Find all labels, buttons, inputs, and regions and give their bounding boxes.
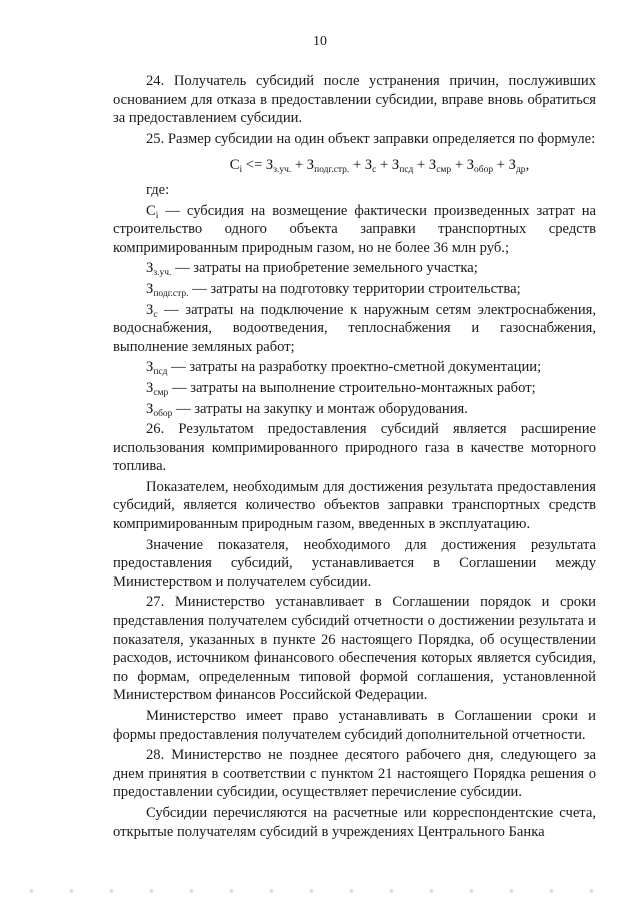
paragraph-26-value: Значение показателя, необходимого для достижения результата предоставления субсидий, устанавливается в Соглашении между Министерством и получателем субсидии. bbox=[113, 536, 596, 590]
def-symbol-sub: подг.стр. bbox=[153, 288, 189, 299]
formula-term: З bbox=[428, 157, 437, 174]
def-text: — затраты на приобретение земельного участка; bbox=[171, 260, 478, 277]
formula-operator: <= bbox=[242, 157, 266, 174]
def-symbol: З bbox=[146, 400, 154, 417]
formula-lhs: С bbox=[229, 157, 240, 174]
def-text: — затраты на выполнение строительно-монтажных работ; bbox=[168, 379, 536, 396]
document-body bbox=[113, 72, 596, 843]
page-number: 10 bbox=[313, 34, 327, 49]
def-symbol: С bbox=[146, 202, 156, 219]
formula-term: З bbox=[466, 157, 475, 174]
formula-term-sub: обор bbox=[474, 165, 494, 176]
def-symbol: З bbox=[146, 359, 154, 376]
formula-plus: + bbox=[349, 157, 365, 174]
def-symbol: З bbox=[146, 379, 154, 396]
def-text: — субсидия на возмещение фактически произведенных затрат на строительство одного объекта заправки транспортных средств компримированным природным газом, но не более 36 млн руб.; bbox=[113, 202, 596, 256]
def-text: — затраты на подключение к наружным сетям электроснабжения, водоснабжения, водоотведения, теплоснабжения и газоснабжения, выполнение земляных работ; bbox=[113, 301, 596, 355]
paragraph-27: 27. Министерство устанавливает в Соглашении порядок и сроки представления получателем субсидий отчетности о достижении результата и показателя, указанных в пункте 26 настоящего Порядка, об осуществлении расходов, источником финансового обеспечения которых является субсидия, по формам, определенным типовой формой соглашения, установленной Министерством финансов Российской Федерации. bbox=[113, 594, 596, 704]
scan-footer-artifacts bbox=[30, 889, 620, 893]
paragraph-28: 28. Министерство не позднее десятого рабочего дня, следующего за днем принятия в соответствии с пунктом 21 настоящего Порядка решения о предоставлении субсидии, осуществляет перечисление субсидии. bbox=[113, 747, 596, 801]
formula-term-sub: з.уч. bbox=[273, 165, 292, 176]
def-symbol-sub: i bbox=[155, 210, 159, 221]
definition-zc bbox=[113, 301, 596, 357]
formula-term-sub: подг.стр. bbox=[314, 165, 350, 176]
def-text: — затраты на подготовку территории строительства; bbox=[188, 280, 521, 297]
formula-plus: + bbox=[291, 157, 307, 174]
formula-term: З bbox=[306, 157, 315, 174]
paragraph-27-right: Министерство имеет право устанавливать в Соглашении сроки и формы предоставления получателем субсидий дополнительной отчетности. bbox=[113, 708, 596, 743]
def-symbol-sub: з.уч. bbox=[153, 268, 172, 279]
def-text: — затраты на разработку проектно-сметной документации; bbox=[167, 359, 542, 376]
paragraph-26-indicator: Показателем, необходимым для достижения результата предоставления субсидий, является количество объектов заправки транспортных средств компримированным природным газом, введенных в эксплуатацию. bbox=[113, 478, 596, 533]
def-text: — затраты на закупку и монтаж оборудования. bbox=[172, 400, 468, 417]
paragraph-28-transfer: Субсидии перечисляются на расчетные или корреспондентские счета, открытые получателям субсидий в учреждениях Центрального Банка bbox=[113, 804, 596, 840]
def-symbol-sub: обор bbox=[153, 408, 173, 419]
formula-plus: + bbox=[451, 157, 467, 174]
definition-ci bbox=[113, 202, 596, 258]
formula-plus: + bbox=[376, 157, 392, 174]
paragraph-24: 24. Получатель субсидий после устранения причин, послуживших основанием для отказа в предоставлении субсидии, вправе вновь обратиться за предоставлением субсидии. bbox=[113, 73, 596, 127]
definition-zobor bbox=[113, 400, 596, 419]
formula-lhs-sub: i bbox=[239, 165, 243, 176]
formula-plus: + bbox=[413, 157, 429, 174]
formula-term-sub: псд bbox=[399, 165, 414, 176]
formula-term-sub: с bbox=[372, 165, 377, 176]
where-label: где: bbox=[146, 181, 170, 198]
definition-zpodg bbox=[113, 280, 596, 299]
formula-term: З bbox=[265, 157, 274, 174]
def-symbol-sub: с bbox=[153, 309, 158, 320]
def-symbol-sub: псд bbox=[153, 367, 168, 378]
formula-term-sub: др bbox=[515, 165, 526, 176]
def-symbol: З bbox=[146, 280, 154, 297]
definition-zpsd bbox=[113, 358, 596, 377]
formula-end: , bbox=[525, 157, 530, 174]
formula-plus: + bbox=[493, 157, 509, 174]
subsidy-formula bbox=[163, 156, 596, 175]
paragraph-25: 25. Размер субсидии на один объект заправки определяется по формуле: bbox=[146, 130, 596, 147]
definition-zuch bbox=[113, 259, 596, 278]
formula-term-sub: смр bbox=[436, 165, 452, 176]
formula-term: З bbox=[391, 157, 400, 174]
paragraph-26: 26. Результатом предоставления субсидий является расширение использования компримированного природного газа в качестве моторного топлива. bbox=[113, 421, 596, 475]
formula-term: З bbox=[364, 157, 373, 174]
def-symbol: З bbox=[146, 260, 154, 277]
formula-term: З bbox=[508, 157, 516, 174]
def-symbol-sub: смр bbox=[153, 387, 169, 398]
def-symbol: З bbox=[146, 301, 154, 318]
definition-zsmr bbox=[113, 379, 596, 398]
